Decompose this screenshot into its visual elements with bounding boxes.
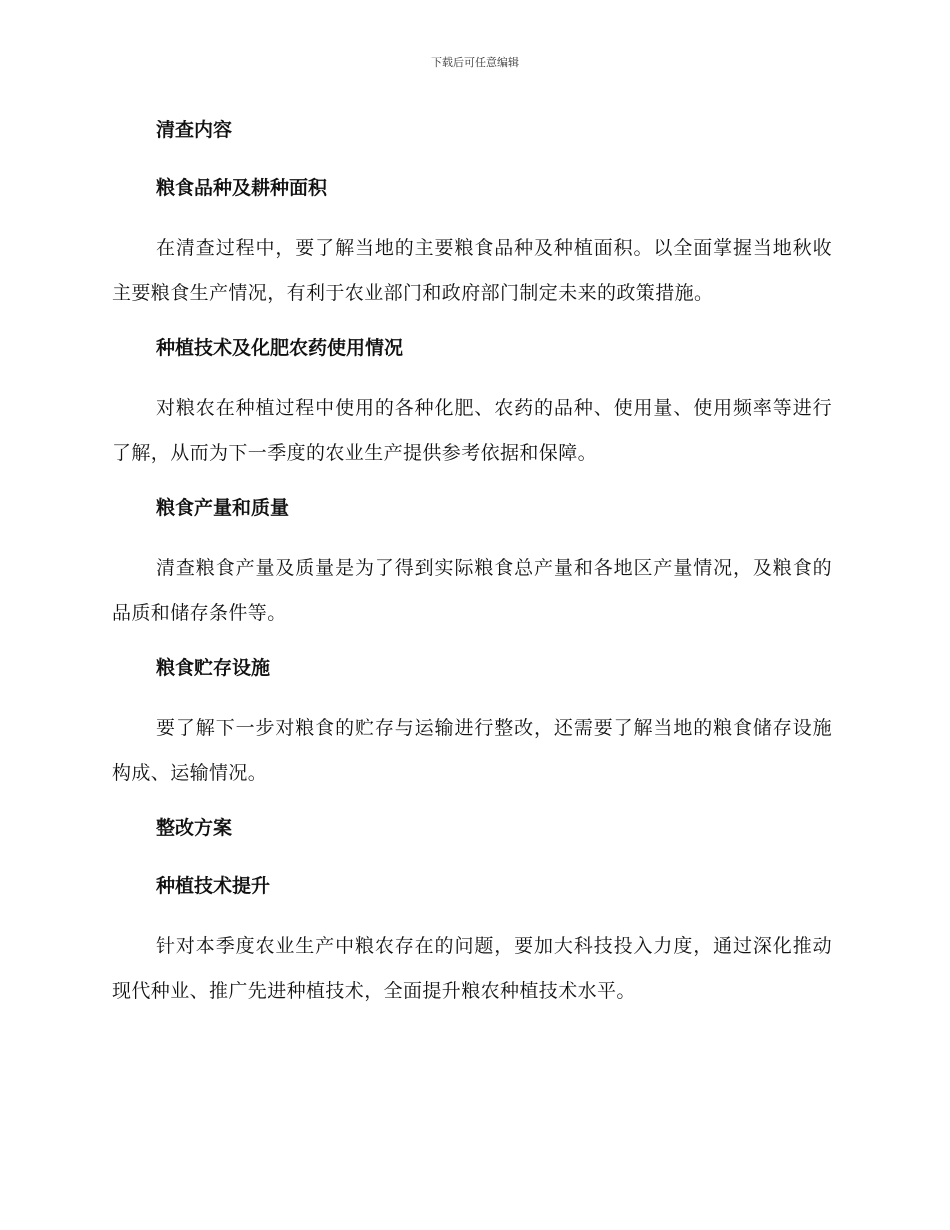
section-heading-planting-technology: 种植技术及化肥农药使用情况 (156, 337, 404, 359)
section-heading-inventory-content: 清查内容 (156, 119, 233, 141)
section-heading-rectification-plan: 整改方案 (156, 817, 233, 839)
paragraph-grain-varieties: 在清查过程中，要了解当地的主要粮食品种及种植面积。以全面掌握当地秋收主要粮食生产情况，有利于农业部门和政府部门制定未来的政策措施。 (112, 237, 832, 304)
paragraph-grain-yield-quality: 清查粮食产量及质量是为了得到实际粮食总产量和各地区产量情况，及粮食的品质和储存条件等。 (112, 557, 832, 624)
paragraph-planting-technology: 对粮农在种植过程中使用的各种化肥、农药的品种、使用量、使用频率等进行了解，从而为下一季度的农业生产提供参考依据和保障。 (112, 397, 832, 464)
section-heading-technology-upgrade: 种植技术提升 (156, 875, 271, 897)
document-body (112, 110, 832, 1026)
section-heading-grain-yield-quality: 粮食产量和质量 (156, 497, 290, 519)
section-heading-grain-storage: 粮食贮存设施 (156, 657, 271, 679)
paragraph-technology-upgrade: 针对本季度农业生产中粮农存在的问题，要加大科技投入力度，通过深化推动现代种业、推广先进种植技术，全面提升粮农种植技术水平。 (112, 935, 832, 1002)
page-header-note: 下载后可任意编辑 (431, 56, 519, 69)
paragraph-grain-storage: 要了解下一步对粮食的贮存与运输进行整改，还需要了解当地的粮食储存设施构成、运输情况。 (112, 717, 832, 784)
section-heading-grain-varieties: 粮食品种及耕种面积 (156, 177, 328, 199)
